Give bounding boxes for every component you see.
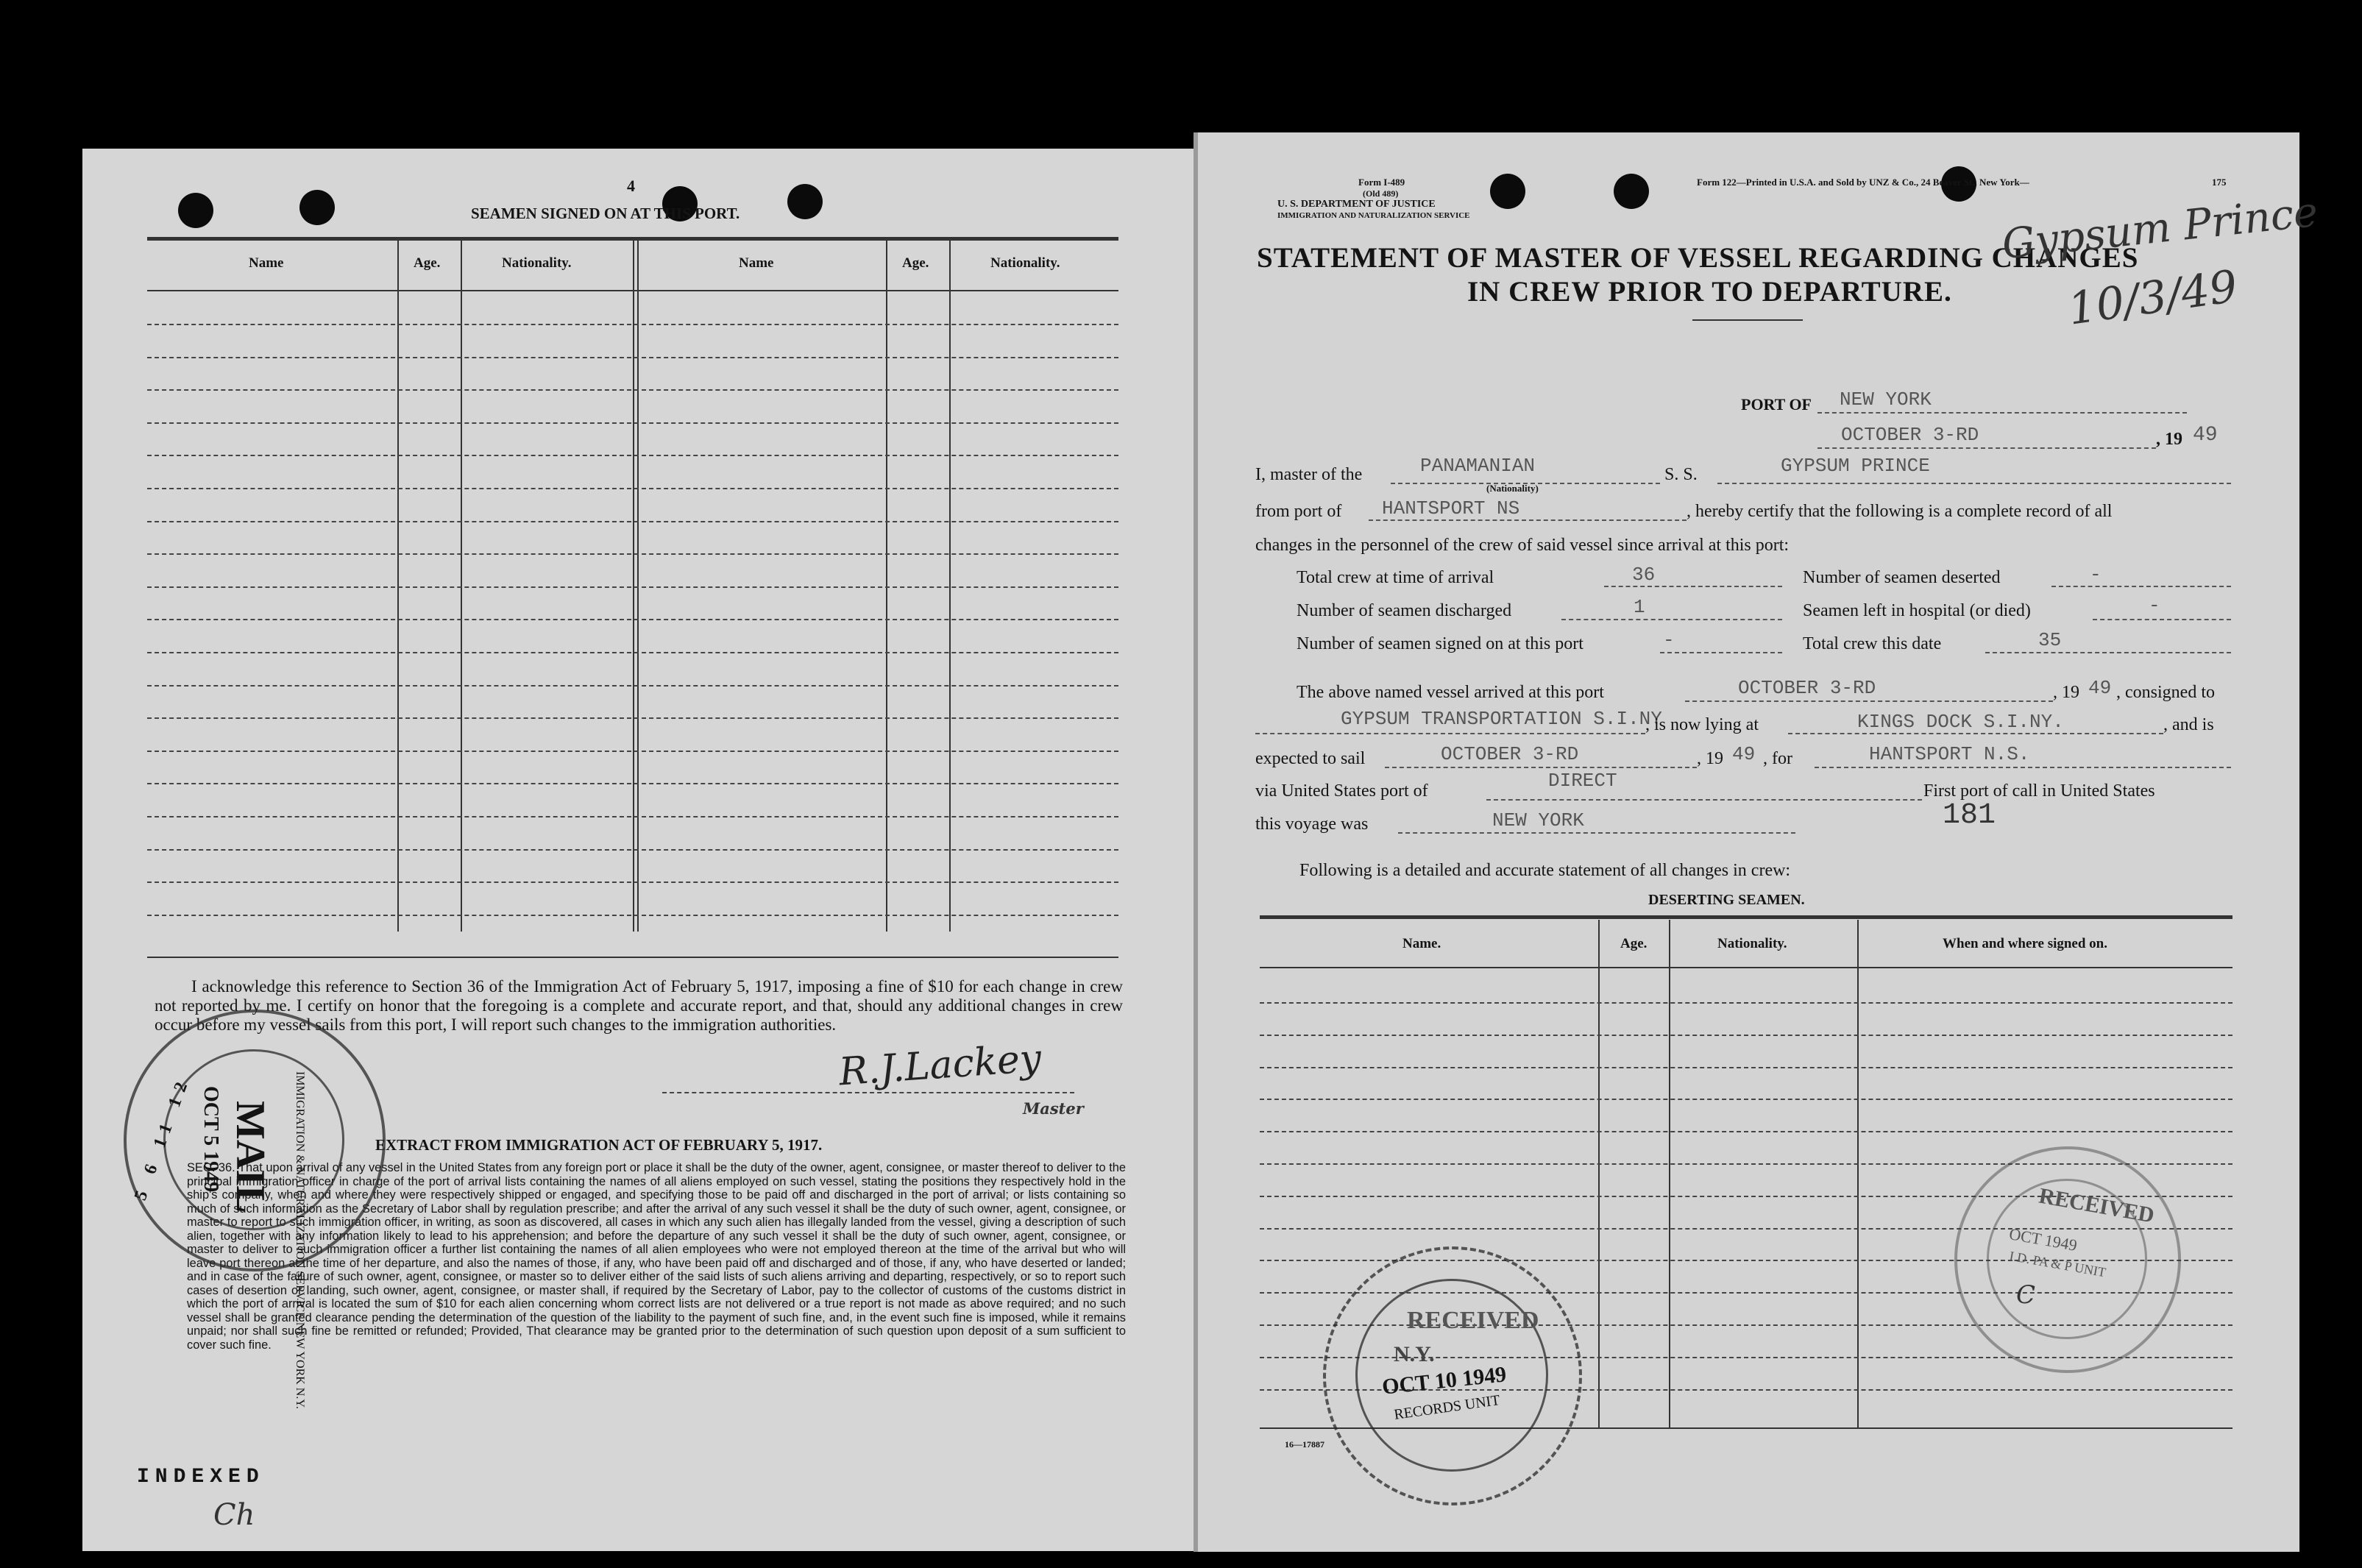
table-row (147, 751, 1118, 752)
handwritten-ship-name: Gypsum Prince (1999, 188, 2321, 269)
col-divider (1669, 920, 1670, 1427)
total-crew-field (1604, 568, 1782, 587)
records-stamp-unit: RECORDS UNIT (1393, 1392, 1501, 1423)
total-date-label: Total crew this date (1803, 634, 1942, 653)
table-row (147, 455, 1118, 456)
ship-value: GYPSUM PRINCE (1781, 455, 1930, 477)
deserting-col-nationality: Nationality. (1717, 936, 1787, 951)
ss-label: S. S. (1664, 465, 1698, 484)
arrived-year-prefix: , 19 (2053, 683, 2079, 702)
table-row (147, 717, 1118, 719)
table-row (147, 324, 1118, 325)
acknowledgement-text: I acknowledge this reference to Section 36 of the Immigration Act of February 5, 1917, imposing a fine of $10 for each change in crew not reported by me. I certify on honor that the foregoing is a complete and accurate report, and that, should any additional changes in crew occur before my vessel sails from this port, I will report such changes to the immigration authorities. (155, 977, 1123, 1034)
mail-stamp-ring: IMMIGRATION & NATURALIZATION SERVICE NEW YORK N.Y. (294, 1071, 306, 1409)
received-stamp-date: OCT 1949 (2007, 1224, 2079, 1255)
page-number: 4 (627, 177, 635, 195)
hospital-field (2093, 601, 2231, 620)
total-crew-label: Total crew at time of arrival (1297, 568, 1494, 587)
table-row (147, 652, 1118, 653)
deserting-title: DESERTING SEAMEN. (1648, 892, 1805, 908)
table-row (1260, 1002, 2232, 1004)
consigned-label: , consigned to (2116, 683, 2215, 702)
indexed-stamp: INDEXED (137, 1466, 265, 1489)
discharged-value: 1 (1634, 596, 1645, 618)
table-row (147, 816, 1118, 817)
deserted-label: Number of seamen deserted (1803, 568, 2001, 587)
col-name-2: Name (739, 255, 774, 271)
first-port-label: First port of call in United States (1923, 781, 2155, 801)
department: U. S. DEPARTMENT OF JUSTICE (1277, 199, 1436, 210)
port-value: NEW YORK (1840, 389, 1932, 411)
col-divider (1857, 920, 1859, 1427)
handwritten-number: 181 (1943, 799, 1996, 832)
col-nationality-1: Nationality. (502, 255, 572, 271)
table-row (147, 586, 1118, 588)
table-row (147, 685, 1118, 687)
table-row (1260, 1067, 2232, 1068)
table-row (147, 783, 1118, 784)
service-name: IMMIGRATION AND NATURALIZATION SERVICE (1277, 211, 1470, 220)
signed-on-field (1660, 634, 1782, 653)
footer-code: 16—17887 (1285, 1439, 1324, 1450)
and-is-label: , and is (2163, 715, 2214, 734)
total-crew-value: 36 (1632, 564, 1656, 586)
table-row (147, 521, 1118, 522)
indexed-initials: Ch (213, 1498, 255, 1532)
discharged-field (1561, 601, 1782, 620)
total-date-field (1985, 634, 2231, 653)
year-value: 49 (2193, 424, 2218, 447)
received-stamp (1954, 1146, 2181, 1373)
following-text: Following is a detailed and accurate statement of all changes in crew: (1299, 861, 1791, 880)
handwritten-date: 10/3/49 (2065, 260, 2241, 336)
table-row (1260, 1035, 2232, 1036)
from-port-value: HANTSPORT NS (1382, 497, 1520, 519)
table-row (1260, 1131, 2232, 1132)
punch-hole (178, 193, 213, 228)
received-stamp-inner-text: I.D. PA & P UNIT (2008, 1248, 2107, 1280)
col-age-2: Age. (902, 255, 929, 271)
extract-text: SEC. 36. That upon arrival of any vessel in the United States from any foreign port or place it shall be the duty of the owner, agent, consignee, or master thereof to deliver to the principal immigration officer in charge of the port of arrival lists containing the names of all aliens employed on such vessel, stating the positions they respectively hold in the ship's company, when and where they were respectively shipped or engaged, and specifying those to be paid off and discharged in the port of arrival; or lists containing so much of such information as the Secretary of Labor shall by regulation prescribe; and after the arrival of any such vessel it shall be the duty of such owner, agent, consignee, or master to report to such immigration officer, in writing, as soon as discovered, all cases in which any such alien has illegally landed from the vessel, giving a description of such alien, together with any information likely to lead to his apprehension; and before the departure of any such vessel it shall be the duty of such owner, agent, consignee, or master to deliver to such immigration officer a further list containing the names of all alien employees who were not employed thereon at the time of the arrival but who will leave port thereon at the time of her departure, and also the names of those, if any, who have been paid off and discharged and of those, if any, who have deserted or landed; and in case of the failure of such owner, agent, consignee, or master so to deliver either of the said lists of such aliens arriving and departing, respectively, or so to report such cases of desertion or landing, such owner, agent, consignee, or master shall, if required by the Secretary of Labor, pay to the collector of customs of the customs district in which the port of arrival is located the sum of $10 for each alien concerning whom correct lists are not delivered or a true report is not made as above required; and no such vessel shall be granted clearance pending the determination of the question of the liability to the payment of such fine, and, in the event such fine is imposed, while it remains unpaid; nor shall such fine be remitted or refunded; Provided, That clearance may be granted prior to the determination of such question upon deposit of a sum sufficient to cover such fine. (187, 1161, 1126, 1352)
punch-hole (787, 184, 823, 219)
hospital-value: - (2149, 595, 2160, 617)
records-stamp-city: N.Y. (1394, 1342, 1435, 1366)
consignee-value: GYPSUM TRANSPORTATION S.I.NY (1341, 708, 1662, 730)
certify-text: , hereby certify that the following is a complete record of all (1687, 502, 2113, 521)
expected-label: expected to sail (1255, 749, 1366, 768)
deserting-col-name: Name. (1402, 936, 1441, 951)
deserted-value: - (2090, 564, 2102, 586)
nationality-caption: (Nationality) (1486, 483, 1539, 494)
arrived-value: OCTOBER 3-RD (1738, 677, 1876, 699)
expected-year-prefix: , 19 (1697, 749, 1723, 768)
year-prefix: , 19 (2156, 430, 2182, 449)
arrived-label: The above named vessel arrived at this port (1297, 683, 1604, 702)
form-old-number: (Old 489) (1363, 188, 1399, 199)
form-number: Form I-489 (1358, 177, 1405, 188)
deserting-col-age: Age. (1620, 936, 1648, 951)
table-row (147, 422, 1118, 424)
lying-value: KINGS DOCK S.I.NY. (1857, 711, 2064, 733)
master-label: Master (1023, 1099, 1084, 1118)
records-unit-stamp (1323, 1246, 1582, 1505)
form-title-line1: STATEMENT OF MASTER OF VESSEL REGARDING CHANGES (1257, 242, 2139, 274)
deserting-header-rule (1260, 967, 2232, 968)
table-bottom-rule (147, 957, 1118, 958)
punch-hole (299, 190, 335, 225)
table-row (147, 389, 1118, 391)
signed-on-label: Number of seamen signed on at this port (1297, 634, 1583, 653)
deserting-col-signed-on: When and where signed on. (1943, 936, 2108, 951)
port-label: PORT OF (1741, 395, 1812, 414)
voyage-value: NEW YORK (1492, 809, 1584, 831)
table-row (147, 488, 1118, 489)
voyage-field (1398, 815, 1795, 834)
col-divider (1598, 920, 1600, 1427)
mail-stamp-word: MAIL (227, 1101, 273, 1213)
received-stamp-mark: C (2016, 1280, 2036, 1310)
nationality-value: PANAMANIAN (1420, 455, 1536, 477)
form-title-line2: IN CREW PRIOR TO DEPARTURE. (1467, 276, 1952, 308)
table-row (147, 619, 1118, 620)
total-date-value: 35 (2038, 629, 2062, 651)
deserted-field (2051, 568, 2231, 587)
table-row (147, 915, 1118, 916)
master-of-label: I, master of the (1255, 465, 1363, 484)
for-label: , for (1763, 749, 1792, 768)
via-label: via United States port of (1255, 781, 1428, 801)
mail-stamp-digits: 5 6 11 12 (131, 1073, 194, 1203)
from-port-label: from port of (1255, 502, 1342, 521)
col-name-1: Name (249, 255, 284, 271)
records-stamp-top: RECEIVED (1407, 1307, 1539, 1334)
punch-hole (1614, 174, 1649, 209)
title-underline (1692, 319, 1803, 321)
discharged-label: Number of seamen discharged (1297, 601, 1512, 620)
via-value: DIRECT (1548, 770, 1617, 792)
table-row (147, 357, 1118, 358)
received-stamp-word: RECEIVED (2037, 1183, 2157, 1228)
punch-hole (1490, 174, 1525, 209)
signed-on-value: - (1663, 629, 1675, 651)
table-row (1260, 1099, 2232, 1100)
lying-label: , is now lying at (1645, 715, 1759, 734)
expected-value: OCTOBER 3-RD (1441, 743, 1579, 765)
table-row (147, 849, 1118, 851)
voyage-label: this voyage was (1255, 815, 1369, 834)
for-value: HANTSPORT N.S. (1869, 743, 2030, 765)
changes-text: changes in the personnel of the crew of said vessel since arrival at this port: (1255, 536, 1790, 555)
arrived-year: 49 (2088, 677, 2112, 699)
mail-stamp (124, 1010, 386, 1409)
table-row (147, 881, 1118, 883)
expected-year: 49 (1732, 743, 1756, 765)
col-age-1: Age. (414, 255, 441, 271)
printer-line: Form 122—Printed in U.S.A. and Sold by UNZ & Co., 24 Beaver St., New York— (1697, 177, 2029, 188)
records-stamp-date: OCT 10 1949 (1380, 1362, 1508, 1400)
signed-on-title: SEAMEN SIGNED ON AT THIS PORT. (471, 205, 740, 222)
master-signature: R.J.Lackey (837, 1036, 1043, 1095)
date-value: OCTOBER 3-RD (1841, 424, 1979, 446)
mail-stamp-date: OCT 5 1949 (199, 1086, 222, 1193)
hospital-label: Seamen left in hospital (or died) (1803, 601, 2031, 620)
printer-number: 175 (2212, 177, 2227, 188)
extract-title: EXTRACT FROM IMMIGRATION ACT OF FEBRUARY 5, 1917. (375, 1136, 823, 1154)
table-row (147, 553, 1118, 555)
col-nationality-2: Nationality. (990, 255, 1060, 271)
deserting-table-top-rule (1260, 915, 2232, 919)
